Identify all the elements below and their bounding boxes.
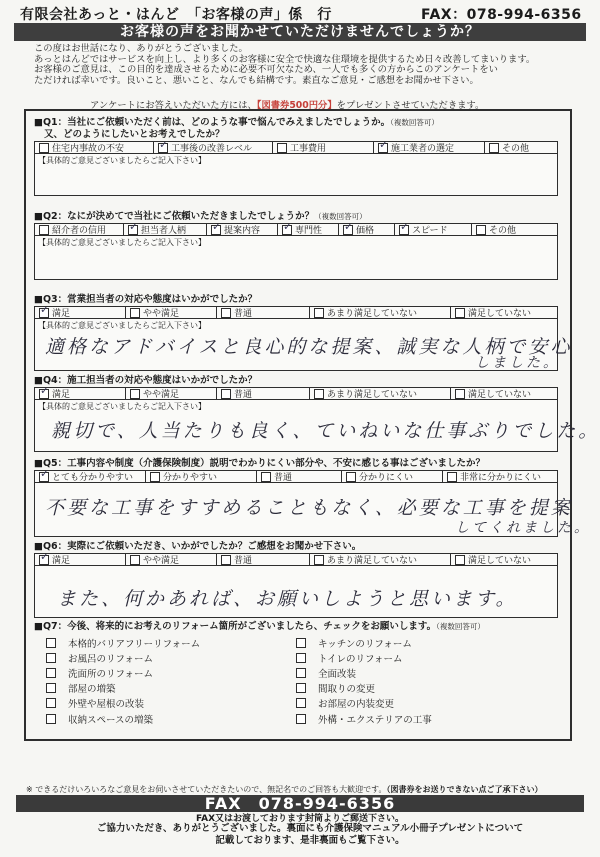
option[interactable]	[35, 554, 125, 565]
intro-line: この度はお世話になり、ありがとうございました。	[34, 43, 248, 54]
option[interactable]	[256, 471, 341, 482]
title-banner: お客様の声をお聞かせていただけませんでしょうか？	[14, 23, 586, 41]
checkbox[interactable]	[130, 555, 140, 565]
option-label: 住宅内事故の不安	[52, 144, 125, 153]
option[interactable]	[216, 388, 309, 399]
checkbox[interactable]	[277, 143, 287, 153]
option-label: 価格	[356, 226, 375, 235]
q7-checklist	[42, 635, 542, 726]
q7-item-label: 外壁や屋根の改装	[68, 699, 145, 711]
option-label: 非常に分かりにくい	[460, 473, 542, 482]
question-5-title: ■Q5：工事内容や制度（介護保険制度）説明でわかりにくい部分や、不安に感じる事はございましたか？	[34, 458, 485, 469]
question-4-title: ■Q4：施工担当者の対応や態度はいかがでしたか？	[34, 375, 258, 386]
q7-item[interactable]	[292, 666, 542, 680]
option[interactable]	[125, 307, 216, 318]
thanks-line: ご協力いただき、ありがとうございました。裏面にも介護保険マニュアル小冊子プレゼントについて	[96, 823, 524, 834]
question-5-options	[34, 470, 558, 483]
option-label: 工事後の改善レベル	[171, 144, 253, 153]
checkbox[interactable]	[378, 143, 388, 153]
option[interactable]	[125, 554, 216, 565]
question-6	[34, 541, 558, 618]
option[interactable]	[341, 471, 442, 482]
option[interactable]	[373, 142, 484, 153]
checkbox[interactable]	[296, 698, 306, 708]
comment-box[interactable]	[34, 154, 558, 196]
thanks-line: 記載しております、是非裏面もご覧下さい。	[215, 835, 405, 846]
handwritten-comment: してくれました。	[455, 520, 591, 536]
checkbox[interactable]	[221, 308, 231, 318]
option-label: 普通	[234, 390, 253, 399]
checkbox[interactable]	[314, 555, 324, 565]
option[interactable]	[484, 142, 557, 153]
option-label: その他	[489, 226, 517, 235]
question-1-text: ■Q1：当社にご依頼いただく前は、どのような事で悩んでみえましたでしょうか。	[34, 117, 391, 128]
gift-text-before: アンケートにお答えいただいた方には、	[90, 100, 257, 111]
option-label: 工事費用	[290, 144, 327, 153]
q7-row	[42, 665, 542, 680]
option[interactable]	[471, 224, 557, 235]
option[interactable]	[145, 471, 256, 482]
option-label: 施工業者の選定	[391, 144, 455, 153]
multiple-answer-note: （複数回答可）	[314, 212, 367, 221]
q7-item-label: お部屋の内装変更	[318, 699, 395, 711]
checkbox[interactable]	[39, 472, 49, 482]
q7-item[interactable]	[292, 651, 542, 665]
question-1-title	[34, 117, 558, 129]
handwritten-comment: しました。	[475, 355, 560, 371]
option-label: 担当者人柄	[141, 226, 187, 235]
checkbox[interactable]	[150, 472, 160, 482]
option-label: あまり満足していない	[327, 556, 418, 565]
question-4	[34, 375, 600, 452]
checkbox[interactable]	[346, 472, 356, 482]
checkbox[interactable]	[296, 653, 306, 663]
handwritten-comment: また、何かあれば、お願いしようと思います。	[57, 588, 518, 610]
option-label: あまり満足していない	[327, 390, 418, 399]
comment-label: 【具体的ご意見ございましたらご記入下さい】	[38, 402, 206, 411]
q7-item-label: 間取りの変更	[318, 684, 376, 696]
q7-item[interactable]	[292, 712, 542, 726]
option[interactable]	[450, 388, 557, 399]
option-label: 普通	[234, 309, 253, 318]
handwritten-comment: 適格なアドバイスと良心的な提案、誠実な人柄で安心	[45, 336, 573, 358]
option[interactable]	[309, 307, 450, 318]
comment-box[interactable]	[34, 319, 573, 371]
checkbox[interactable]	[39, 225, 49, 235]
header	[0, 0, 600, 44]
q7-row	[42, 635, 542, 650]
question-1	[34, 117, 558, 196]
q7-row	[42, 681, 542, 696]
intro-text	[34, 44, 564, 87]
option[interactable]	[216, 554, 309, 565]
option-label: あまり満足していない	[327, 309, 418, 318]
question-2-options	[34, 223, 558, 236]
thanks-message	[60, 823, 560, 847]
multiple-answer-note: （複数回答可）	[436, 622, 485, 631]
checkbox[interactable]	[221, 555, 231, 565]
option-label: やや満足	[143, 309, 180, 318]
option[interactable]	[125, 388, 216, 399]
q7-row	[42, 696, 542, 711]
option[interactable]	[450, 307, 557, 318]
q7-item-label: キッチンのリフォーム	[318, 638, 412, 650]
option[interactable]	[442, 471, 557, 482]
checkbox[interactable]	[261, 472, 271, 482]
option-label: 分かりにくい	[359, 473, 414, 482]
comment-box[interactable]	[34, 566, 558, 618]
company-name: 有限会社あっと・はんど 「お客様の声」係 行	[20, 7, 332, 23]
option[interactable]	[309, 554, 450, 565]
question-1-options	[34, 141, 558, 154]
option-label: 普通	[274, 473, 293, 482]
question-2	[34, 211, 558, 280]
checkbox[interactable]	[282, 225, 292, 235]
checkbox[interactable]	[399, 225, 409, 235]
question-5	[34, 458, 591, 537]
option-label: 提案内容	[224, 226, 261, 235]
q7-item[interactable]	[292, 696, 542, 710]
multiple-answer-note: （複数回答可）	[390, 118, 439, 127]
question-7-title	[34, 621, 558, 633]
footer-note-bold: （図書券をお送りできない点ご了承下さい）	[386, 785, 543, 794]
checkbox[interactable]	[46, 653, 56, 663]
option-label: 満足	[52, 309, 71, 318]
q7-item[interactable]	[292, 681, 542, 695]
intro-line: あっとはんどではサービスを向上し、より多くのお客様に安全で快適な住環境を提供するため日々改善してまいります。	[34, 53, 536, 65]
q7-item-label: トイレのリフォーム	[318, 653, 403, 665]
q7-item-label: 外構・エクステリアの工事	[318, 714, 432, 726]
q7-item-label: 本格的バリアフリーリフォーム	[68, 638, 201, 650]
question-1-subtitle: 又、どのようにしたいとお考えでしたか？	[44, 129, 225, 140]
q7-item[interactable]	[292, 636, 542, 650]
footer-note-text: ※ できるだけいろいろなご意見をお伺いさせていただきたいので、無記名でのご回答も大歓迎です。	[26, 785, 387, 794]
option-label: 満足	[52, 390, 71, 399]
checkbox[interactable]	[39, 308, 49, 318]
option[interactable]	[35, 224, 123, 235]
question-6-options	[34, 553, 558, 566]
option[interactable]	[123, 224, 206, 235]
q7-item-label: 洗面所のリフォーム	[68, 668, 154, 680]
checkbox[interactable]	[455, 555, 465, 565]
question-3	[34, 294, 573, 371]
checkbox[interactable]	[314, 389, 324, 399]
q7-item[interactable]	[42, 712, 292, 726]
q7-item[interactable]	[42, 636, 292, 650]
comment-label: 【具体的ご意見ございましたらご記入下さい】	[38, 238, 206, 247]
option-label: 分かりやすい	[163, 473, 218, 482]
question-7-text: ■Q7：今後、将来的にお考えのリフォーム箇所がございましたら、チェックをお願いします。	[34, 621, 437, 632]
handwritten-comment: 親切で、人当たりも良く、ていねいな仕事ぶりでした。	[51, 420, 600, 442]
question-2-title	[34, 211, 558, 223]
checkbox[interactable]	[46, 638, 56, 648]
checkbox[interactable]	[39, 555, 49, 565]
checkbox[interactable]	[130, 389, 140, 399]
checkbox[interactable]	[296, 714, 306, 724]
question-3-title: ■Q3：営業担当者の対応や態度はいかがでしたか？	[34, 294, 258, 305]
question-6-title: ■Q6：実際にご依頼いただき、いかがでしたか？ご感想をお聞かせ下さい。	[34, 541, 362, 552]
option[interactable]	[153, 142, 272, 153]
checkbox[interactable]	[447, 472, 457, 482]
option-label: 満足	[52, 556, 71, 565]
checkbox[interactable]	[46, 683, 56, 693]
handwritten-comment: 不要な工事をすすめることもなく、必要な工事を提案	[45, 497, 573, 519]
comment-label: 【具体的ご意見ございましたらご記入下さい】	[38, 156, 206, 165]
question-7	[34, 621, 558, 633]
option-label: その他	[502, 144, 530, 153]
option-label: とても分かりやすい	[52, 473, 134, 482]
option[interactable]	[309, 388, 450, 399]
option[interactable]	[272, 142, 373, 153]
checkbox[interactable]	[39, 143, 49, 153]
checkbox[interactable]	[314, 308, 324, 318]
option[interactable]	[35, 142, 153, 153]
option[interactable]	[277, 224, 338, 235]
gift-highlight: 【図書券500円分】	[256, 100, 337, 111]
checkbox[interactable]	[489, 143, 499, 153]
option[interactable]	[450, 554, 557, 565]
option-label: 普通	[234, 556, 253, 565]
checkbox[interactable]	[46, 698, 56, 708]
q7-item[interactable]	[42, 696, 292, 710]
option-label: 専門性	[295, 226, 323, 235]
checkbox[interactable]	[296, 638, 306, 648]
q7-item[interactable]	[42, 666, 292, 680]
comment-box[interactable]	[34, 400, 600, 452]
footer-fax-bar: FAX 078-994-6356	[16, 795, 584, 812]
option[interactable]	[35, 307, 125, 318]
option[interactable]	[216, 307, 309, 318]
checkbox[interactable]	[39, 389, 49, 399]
option-label: 紹介者の信用	[52, 226, 107, 235]
checkbox[interactable]	[221, 389, 231, 399]
checkbox[interactable]	[476, 225, 486, 235]
question-3-options	[34, 306, 558, 319]
q7-item-label: お風呂のリフォーム	[68, 653, 154, 665]
q7-item[interactable]	[42, 651, 292, 665]
checkbox[interactable]	[46, 714, 56, 724]
option[interactable]	[35, 471, 145, 482]
comment-box[interactable]	[34, 236, 558, 280]
option-label: 満足していない	[468, 556, 532, 565]
q7-item-label: 部屋の増築	[68, 684, 116, 696]
option[interactable]	[338, 224, 394, 235]
checkbox[interactable]	[128, 225, 138, 235]
gift-text-after: をプレゼントさせていただきます。	[336, 100, 485, 111]
comment-box[interactable]	[34, 483, 591, 537]
q7-item-label: 全面改装	[318, 668, 357, 680]
intro-line: ただければ幸いです。良いこと、悪いこと、なんでも結構です。素直なご意見・ご感想をお聞かせ下さい。	[34, 75, 479, 87]
q7-item-label: 収納スペースの増築	[68, 714, 154, 726]
checkbox[interactable]	[296, 668, 306, 678]
checkbox[interactable]	[211, 225, 221, 235]
option[interactable]	[35, 388, 125, 399]
question-2-text: ■Q2：なにが決めてで当社にご依頼いただきましたでしょうか？	[34, 211, 315, 222]
checkbox[interactable]	[455, 389, 465, 399]
checkbox[interactable]	[296, 683, 306, 693]
option-label: やや満足	[143, 556, 180, 565]
question-4-options	[34, 387, 558, 400]
option-label: 満足していない	[468, 390, 532, 399]
checkbox[interactable]	[343, 225, 353, 235]
option[interactable]	[206, 224, 277, 235]
option-label: やや満足	[143, 390, 180, 399]
checkbox[interactable]	[130, 308, 140, 318]
footer-fax-sub: FAX又はお渡しております封筒よりご郵送下さい。	[195, 814, 405, 824]
q7-row	[42, 711, 542, 726]
q7-item[interactable]	[42, 681, 292, 695]
option[interactable]	[394, 224, 471, 235]
checkbox[interactable]	[46, 668, 56, 678]
option-label: スピード	[412, 226, 448, 235]
q7-row	[42, 650, 542, 665]
option-label: 満足していない	[468, 309, 532, 318]
checkbox[interactable]	[455, 308, 465, 318]
header-fax: FAX：078-994-6356	[421, 7, 582, 23]
intro-line: お客様のご意見は、この目的を達成させるために必要不可欠なため、一人でも多くの方からこのアンケートをい	[34, 64, 498, 76]
comment-label: 【具体的ご意見ございましたらご記入下さい】	[38, 321, 206, 330]
checkbox[interactable]	[158, 143, 168, 153]
